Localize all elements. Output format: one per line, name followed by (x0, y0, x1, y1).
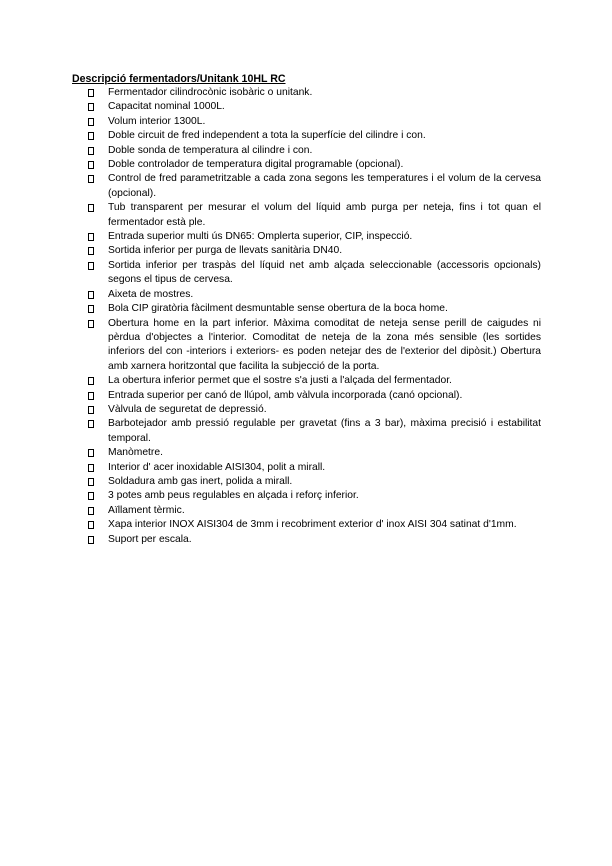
list-item-text: Control de fred parametritzable a cada zona segons les temperatures i el volum de la cervesa (opcional). (108, 173, 541, 199)
missing-glyph-box-icon (88, 291, 94, 299)
list-item-text: Capacitat nominal 1000L. (108, 101, 225, 113)
missing-glyph-box-icon (88, 478, 94, 486)
list-item (88, 374, 541, 388)
feature-list (88, 86, 541, 547)
missing-glyph-box-icon (88, 320, 94, 328)
missing-glyph-box-icon (88, 492, 94, 500)
missing-glyph-box-icon (88, 118, 94, 126)
list-item-text: Volum interior 1300L. (108, 115, 206, 127)
list-item (88, 403, 541, 417)
list-item (88, 446, 541, 460)
list-item (88, 461, 541, 475)
list-item (88, 518, 541, 532)
list-item-text: Entrada superior per canó de llúpol, amb vàlvula incorporada (canó opcional). (108, 389, 463, 401)
list-item (88, 417, 541, 446)
list-item (88, 259, 541, 288)
list-item-text: Aixeta de mostres. (108, 288, 194, 300)
missing-glyph-box-icon (88, 161, 94, 169)
list-item (88, 158, 541, 172)
missing-glyph-box-icon (88, 132, 94, 140)
list-item (88, 86, 541, 100)
missing-glyph-box-icon (88, 305, 94, 313)
list-item (88, 144, 541, 158)
list-item-text: Sortida inferior per purga de llevats sanitària DN40. (108, 245, 343, 257)
list-item (88, 201, 541, 230)
list-item-text: Bola CIP giratòria fàcilment desmuntable sense obertura de la boca home. (108, 303, 448, 315)
missing-glyph-box-icon (88, 204, 94, 212)
list-item-text: Interior d' acer inoxidable AISI304, polit a mirall. (108, 461, 326, 473)
missing-glyph-box-icon (88, 536, 94, 544)
missing-glyph-box-icon (88, 262, 94, 270)
missing-glyph-box-icon (88, 507, 94, 515)
missing-glyph-box-icon (88, 464, 94, 472)
list-item-text: 3 potes amb peus regulables en alçada i reforç inferior. (108, 490, 359, 502)
missing-glyph-box-icon (88, 392, 94, 400)
list-item-text: Doble circuit de fred independent a tota la superfície del cilindre i con. (108, 130, 426, 142)
missing-glyph-box-icon (88, 449, 94, 457)
list-item (88, 302, 541, 316)
list-item (88, 115, 541, 129)
list-item-text: Barbotejador amb pressió regulable per gravetat (fins a 3 bar), màxima precisió i estabilitat temporal. (108, 418, 541, 444)
list-item-text: Vàlvula de seguretat de depressió. (108, 403, 267, 415)
missing-glyph-box-icon (88, 377, 94, 385)
missing-glyph-box-icon (88, 247, 94, 255)
list-item (88, 504, 541, 518)
list-item-text: Sortida inferior per traspàs del líquid net amb alçada seleccionable (accessoris opcionals) segons el tipus de cervesa. (108, 259, 541, 286)
list-item-text: Suport per escala. (108, 533, 192, 545)
list-item (88, 100, 541, 114)
list-item-text: Aïllament tèrmic. (108, 504, 185, 516)
list-item-text: Manòmetre. (108, 447, 163, 459)
list-item-text: Xapa interior INOX AISI304 de 3mm i recobriment exterior d' inox AISI 304 satinat d'1mm. (108, 519, 517, 531)
list-item (88, 288, 541, 302)
missing-glyph-box-icon (88, 147, 94, 155)
list-item (88, 129, 541, 143)
list-item (88, 489, 541, 503)
missing-glyph-box-icon (88, 89, 94, 97)
missing-glyph-box-icon (88, 406, 94, 414)
list-item (88, 475, 541, 489)
missing-glyph-box-icon (88, 175, 94, 183)
list-item (88, 533, 541, 547)
missing-glyph-box-icon (88, 233, 94, 241)
list-item-text: Obertura home en la part inferior. Màxima comoditat de neteja sense perill de caigudes ni pèrdua d'objectes a l'interior. Comoditat de neteja de la zona més sensible (les sortides inferiors del con -interiors i exteriors- es poden netejar des de l'exterior del dipòsit.) Obertura amb xarnera horitzontal que facilita la subjecció de la porta. (108, 317, 541, 372)
missing-glyph-box-icon (88, 420, 94, 428)
list-item-text: Doble controlador de temperatura digital programable (opcional). (108, 159, 404, 171)
missing-glyph-box-icon (88, 103, 94, 111)
list-item (88, 172, 541, 201)
list-item-text: Tub transparent per mesurar el volum del líquid amb purga per neteja, fins i tot quan el fermentador està ple. (108, 202, 541, 228)
list-item-text: Entrada superior multi ús DN65: Omplerta superior, CIP, inspecció. (108, 231, 413, 243)
list-item (88, 317, 541, 375)
list-item-text: Doble sonda de temperatura al cilindre i con. (108, 144, 313, 156)
list-item-text: La obertura inferior permet que el sostre s'a justi a l'alçada del fermentador. (108, 375, 452, 387)
missing-glyph-box-icon (88, 521, 94, 529)
list-item (88, 244, 541, 258)
list-item-text: Fermentador cilindrocònic isobàric o unitank. (108, 87, 313, 98)
list-item (88, 230, 541, 244)
document-title: Descripció fermentadors/Unitank 10HL RC (72, 73, 286, 85)
list-item-text: Soldadura amb gas inert, polida a mirall. (108, 475, 293, 487)
list-item (88, 389, 541, 403)
